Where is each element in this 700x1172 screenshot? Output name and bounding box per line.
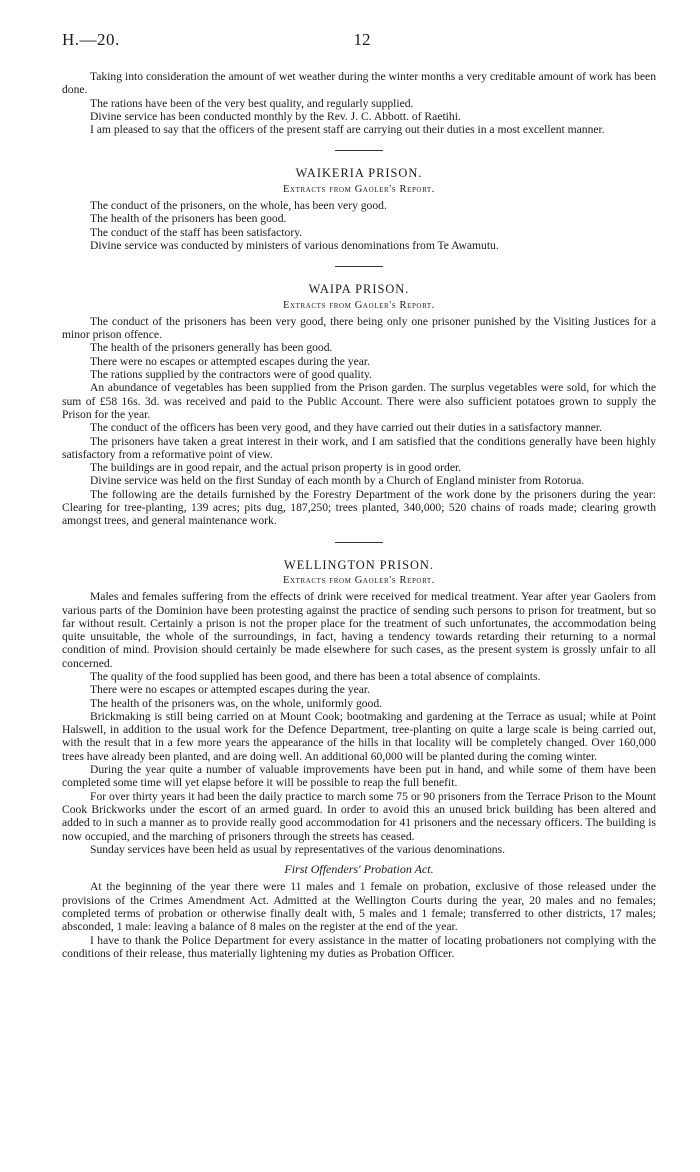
section-subtitle: Extracts from Gaoler's Report. [282,299,436,311]
document-reference: H.—20. [62,30,120,49]
paragraph: Divine service was conducted by ministers of various denominations from Te Awamutu. [90,238,499,252]
section-subtitle: Extracts from Gaoler's Report. [282,183,436,195]
page-number: 12 [353,30,371,49]
section-title: WAIKERIA PRISON. [295,166,423,181]
paragraph: At the beginning of the year there were 11 males and 1 female on probation, exclusive of those released under the provisions of the Crimes Amendment Act. Admitted at the Wellington Courts during the year, 20 males and no females; completed terms of probation or otherwise finally dealt with, 5 males and 1 female; transferred to other districts, 17 males; absconded, 1 male: leaving a balance of 8 males on the register at the end of the year. [62,880,656,934]
paragraph: Sunday services have been held as usual by representatives of the various denominations. [90,842,506,856]
paragraph: The buildings are in good repair, and the actual prison property is in good order. [90,461,462,475]
section-divider [335,542,383,543]
paragraph: The health of the prisoners has been good. [90,212,287,226]
paragraph: The following are the details furnished by the Forestry Department of the work done by the prisoners during the year: Clearing for tree-planting, 139 acres; pits dug, 187,250; trees planted, 340,000; 520 chains of roads made; clearing growth amongst trees, and general maintenance work. [62,487,656,528]
paragraph: The rations have been of the very best quality, and regularly supplied. [90,96,414,110]
paragraph: The rations supplied by the contractors were of good quality. [90,368,372,382]
wellington-prison-section [62,559,656,961]
paragraph: The conduct of the prisoners, on the whole, has been very good. [90,199,387,213]
paragraph: Divine service was held on the first Sunday of each month by a Church of England minister from Rotorua. [90,474,585,488]
waipa-prison-section [62,283,656,527]
paragraph: The conduct of the prisoners has been very good, there being only one prisoner punished by the Visiting Justices for a minor prison offence. [62,314,656,342]
paragraph: During the year quite a number of valuable improvements have been put in hand, and while some of them have been completed some time will yet elapse before it will be possible to reap the full benefit. [62,763,656,790]
section-divider [335,150,383,151]
paragraph: The health of the prisoners generally has been good. [90,341,333,355]
paragraph: I have to thank the Police Department for every assistance in the matter of locating probationers not complying with the conditions of their release, thus materially lightening my duties as Probation Officer. [62,933,656,960]
paragraph: The quality of the food supplied has been good, and there has been a total absence of complaints. [90,669,541,683]
paragraph: An abundance of vegetables has been supplied from the Prison garden. The surplus vegetables were sold, for which the sum of £58 16s. 3d. was received and paid to the Public Account. There were also sufficient potatoes grown to supply the Prison for the year. [62,381,656,421]
paragraph: Males and females suffering from the effects of drink were received for medical treatment. Year after year Gaolers from various parts of the Dominion have been protesting against the practice of sending such persons to prison for treatment, but so far without result. Certainly a prison is not the proper place for the treatment of such unfortunates, the accommodation being quite unsuitable, the whole of the surroundings, in fact, having a tendency towards retarding their returning to a normal condition of mind. Provision should certainly be made elsewhere for such cases, as the present system is grossly unfair to all concerned. [62,590,656,670]
paragraph: There were no escapes or attempted escapes during the year. [90,683,371,697]
paragraph: For over thirty years it had been the daily practice to march some 75 or 90 prisoners from the Terrace Prison to the Mount Cook Brickworks under the escort of an armed guard. In order to avoid this an unused brick building has been altered and added to in such a manner as to provide really good accommodation for 41 prisoners and the necessary officers. The building is now occupied, and the marching of prisoners through the streets has ceased. [62,789,656,843]
paragraph: There were no escapes or attempted escapes during the year. [90,354,371,368]
section-subtitle: Extracts from Gaoler's Report. [282,574,436,586]
probation-act-heading: First Offenders' Probation Act. [284,862,434,877]
paragraph: The prisoners have taken a great interest in their work, and I am satisfied that the conditions generally have been highly satisfactory from a reformative point of view. [62,434,656,461]
paragraph: Divine service has been conducted monthly by the Rev. J. C. Abbott. of Raetihi. [90,109,461,123]
page-header [62,30,662,56]
paragraph: I am pleased to say that the officers of the present staff are carrying out their duties in a most excellent manner. [90,123,605,137]
paragraph: The conduct of the officers has been very good, and they have carried out their duties in a satisfactory manner. [90,421,602,435]
section-title: WELLINGTON PRISON. [284,557,434,572]
intro-section [62,70,656,136]
paragraph: Brickmaking is still being carried on at Mount Cook; bootmaking and gardening at the Terrace as usual; while at Point Halswell, in addition to the usual work for the Defence Department, tree-planting on quite a large scale is being carried out, with the result that in a few more years the appearance of the hills in that locality will be completely changed. Over 160,000 trees have already been planted, and are doing well. An additional 60,000 will be planted during the coming winter. [62,709,656,763]
section-title: WAIPA PRISON. [308,282,410,297]
waikeria-prison-section [62,167,656,252]
paragraph: The conduct of the staff has been satisfactory. [90,225,303,239]
paragraph: Taking into consideration the amount of wet weather during the winter months a very creditable amount of work has been done. [62,70,656,97]
section-divider [335,266,383,267]
paragraph: The health of the prisoners was, on the whole, uniformly good. [90,696,383,710]
document-body [62,70,656,960]
